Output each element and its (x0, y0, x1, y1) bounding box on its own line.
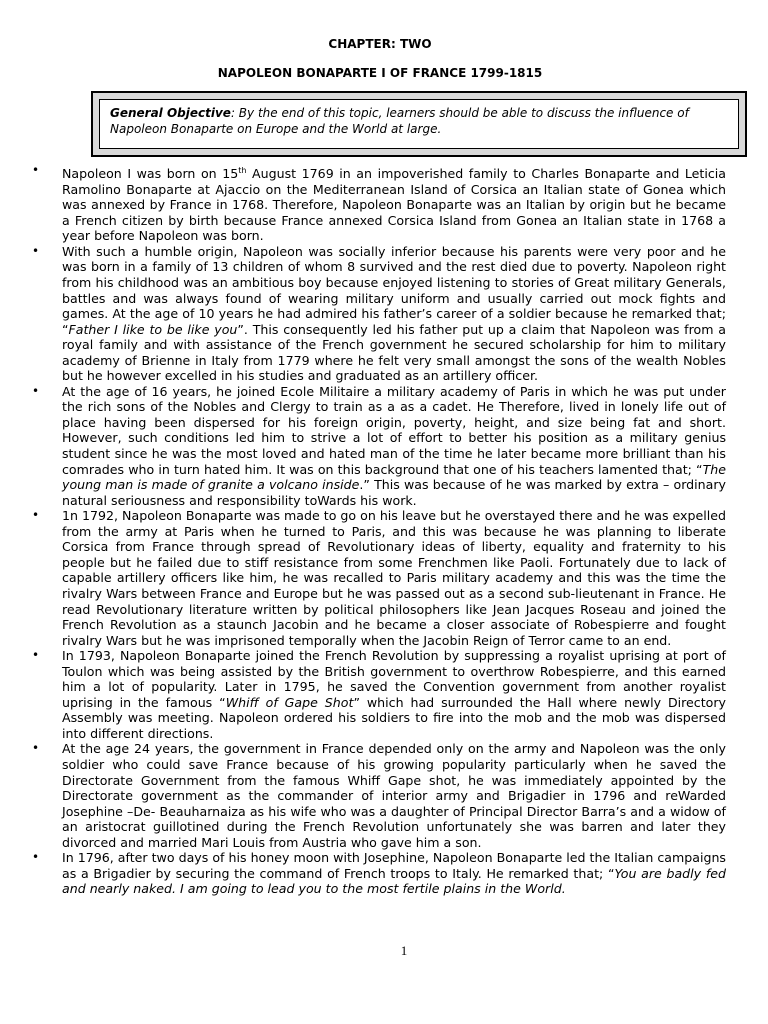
list-item (32, 508, 726, 648)
bullet-list (0, 163, 768, 897)
paragraph-text: ”. This consequently led his father put up a claim that Napoleon was from a royal family and with assistance of the French government he secured scholarship for him to military academy of Brienne in Italy from 1779 where he felt very small amongst the sons of the wealth Nobles but he however excelled in his studies and graduated as an artillery officer. (62, 321, 726, 384)
objective-text (99, 99, 739, 149)
bullet-icon: • (32, 648, 40, 663)
bullet-icon: • (32, 163, 40, 177)
bullet-icon: • (32, 741, 40, 756)
quote-text: Whiff of Gape Shot (225, 694, 354, 710)
objective-box (91, 91, 747, 157)
bullet-icon: • (32, 850, 40, 865)
quote-text: Father I like to be like you (68, 321, 238, 337)
objective-label: General Objective (110, 106, 231, 120)
objective-body: : By the end of this topic, learners should be able to discuss the influence of Napoleon Bonaparte on Europe and the World at large. (110, 106, 689, 136)
list-item (32, 243, 726, 384)
ordinal-suffix: th (238, 166, 247, 175)
paragraph-text: ” which had surrounded the Hall where newly Directory Assembly was meeting. Napoleon ordered his soldiers to fire into the mob and the mob was dispersed into different directions. (62, 694, 727, 741)
paragraph-text: 1n 1792, Napoleon Bonaparte was made to go on his leave but he overstayed there and he was expelled from the army at Paris when he turned to Paris, and this was because he was planning to liberate Corsica from France through spread of Revolutionary ideas of liberty, equality and fraternity to his people but he failed due to stiff resistance from some Frenchmen like Paoli. Fortunately due to lack of capable artillery officers like him, he was recalled to Paris military academy and this was the time the rivalry Wars between France and Europe but he was passed out as a second sub-lieutenant in France. He read Revolutionary literature written by political philosophers like Jean Jacques Roseau and joined the French Revolution as a staunch Jacobin and he became a closer associate of Robespierre and fought rivalry Wars but he was imprisoned temporally when the Jacobin Reign of Terror came to an end. (62, 508, 726, 648)
list-item (32, 163, 726, 244)
quote-text: You are badly fed and nearly naked. I am going to lead you to the most fertile plains in the World. (62, 865, 726, 897)
bullet-icon: • (32, 383, 40, 398)
paragraph-text: August 1769 in an impoverished family to Charles Bonaparte and Leticia Ramolino Bonaparte at Ajaccio on the Mediterranean Island of Corsica an Italian state of Gonea which was annexed by France in 1768. Therefore, Napoleon Bonaparte was an Italian by origin but he became a French citizen by birth because France annexed Corsica Island from Gonea an Italian state in 1768 a year before Napoleon was born. (62, 166, 726, 244)
paragraph-text: .” This was because of he was marked by extra – ordinary natural seriousness and responsibility toWards his work. (62, 477, 727, 508)
chapter-heading: CHAPTER: TWO (328, 37, 432, 51)
paragraph-text: At the age of 16 years, he joined Ecole Militaire a military academy of Paris in which he was put under the rich sons of the Nobles and Clergy to train as a as a cadet. He Therefore, lived in lonely life out of place having been dispersed for his foreign origin, poverty, height, and size being fat and short. However, such conditions led him to strive a lot of effort to better his position as a military genius student since he was the most loved and hated man of the time he later became more brilliant than his comrades who in turn hated him. It was on this background that one of his teachers lamented that; “ (62, 383, 726, 477)
list-item (32, 383, 727, 508)
bullet-icon: • (32, 508, 40, 523)
list-item (32, 648, 727, 741)
paragraph-text: With such a humble origin, Napoleon was socially inferior because his parents were very poor and he was born in a family of 13 children of whom 8 survived and the rest died due to poverty. Napoleon right from his childhood was an ambitious boy because enjoyed listening to stories of Great military Generals, battles and was always found of wearing military uniform and usually carried out mock fights and games. At the age of 10 years he had admired his father’s career of a soldier because he remarked that; “ (62, 243, 726, 337)
paragraph-text: In 1796, after two days of his honey moon with Josephine, Napoleon Bonaparte led the Italian campaigns as a Brigadier by securing the command of French troops to Italy. He remarked that; “ (62, 850, 726, 881)
list-item (32, 850, 726, 897)
list-item (32, 741, 726, 850)
page-number: 1 (400, 943, 408, 958)
page-title: NAPOLEON BONAPARTE I OF FRANCE 1799-1815 (217, 66, 543, 80)
paragraph-text: At the age 24 years, the government in France depended only on the army and Napoleon was the only soldier who could save France because of his growing popularity particularly when he saved the Directorate Government from the famous Whiff Gape shot, he was immediately appointed by the Directorate government as the commander of interior army and Brigadier in 1796 and reWarded Josephine –De- Beauharnaiza as his wife who was a daughter of Principal Director Barra’s and a widow of an aristocrat guillotined during the French Revolution unfortunately she was barren and later they divorced and married Mari Louis from Austria who gave him a son. (62, 741, 726, 850)
paragraph-text: In 1793, Napoleon Bonaparte joined the French Revolution by suppressing a royalist uprising at port of Toulon which was being assisted by the British government to overthrow Robespierre, and this earned him a lot of popularity. Later in 1795, he saved the Convention government from another royalist uprising in the famous “ (62, 648, 726, 710)
quote-text: The young man is made of granite a volcano inside (62, 461, 726, 493)
bullet-icon: • (32, 243, 40, 258)
paragraph-text: Napoleon I was born on 15 (62, 166, 239, 182)
